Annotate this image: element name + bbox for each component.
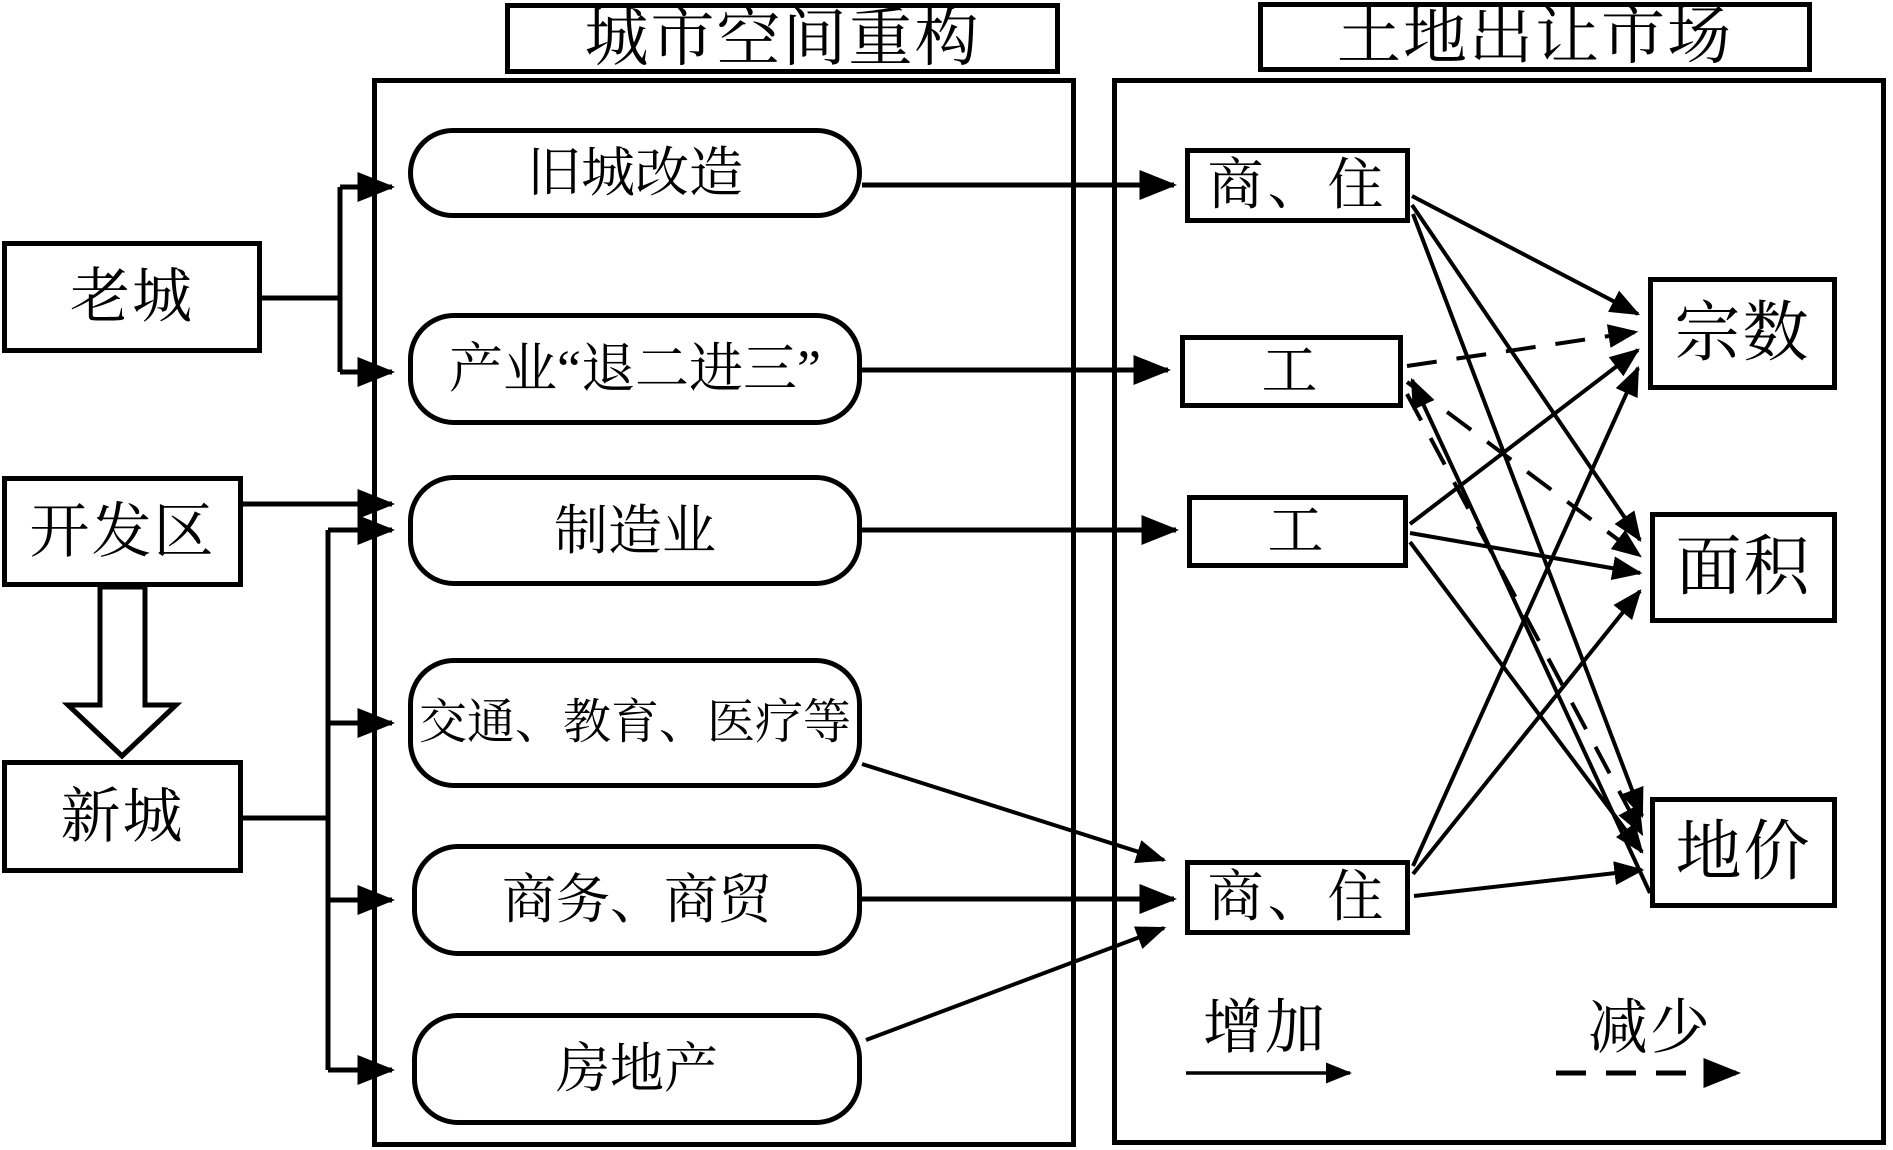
old-city-renovation-box	[408, 128, 862, 218]
land-area-label: 面积	[1675, 530, 1812, 604]
business-trade-box	[412, 844, 862, 956]
commercial-residential-bottom-box	[1185, 860, 1410, 935]
block-arrow-devzone-to-newcity	[68, 587, 176, 756]
right-panel-title	[1258, 2, 1812, 72]
commercial-residential-top-label: 商、住	[1207, 154, 1388, 217]
left-connectors	[243, 187, 392, 1070]
legend-decrease-label	[1575, 996, 1725, 1060]
old-city-box	[2, 241, 262, 353]
business-trade-label: 商务、商贸	[502, 870, 772, 930]
industrial-land-2-box	[1187, 495, 1408, 568]
parcel-count-label: 宗数	[1674, 296, 1811, 370]
middle-panel-title-text: 城市空间重构	[584, 2, 981, 74]
right-panel-title-text: 土地出让市场	[1337, 1, 1733, 72]
legend-increase-label	[1190, 996, 1340, 1060]
real-estate-label: 房地产	[556, 1039, 718, 1099]
land-area-box	[1650, 512, 1837, 623]
legend-decrease-text: 减少	[1588, 995, 1712, 1061]
industry-shift-box	[408, 313, 862, 425]
old-city-renovation-label: 旧城改造	[527, 143, 743, 203]
new-city-box	[2, 760, 243, 873]
parcel-count-box	[1648, 277, 1837, 390]
industrial-land-2-label: 工	[1267, 500, 1328, 563]
new-city-label: 新城	[60, 783, 185, 850]
commercial-residential-top-box	[1185, 148, 1410, 223]
middle-panel-title	[505, 3, 1060, 74]
industrial-land-1-label: 工	[1261, 340, 1322, 403]
old-city-label: 老城	[70, 264, 194, 330]
commercial-residential-bottom-label: 商、住	[1207, 866, 1388, 929]
legend-increase-text: 增加	[1203, 995, 1327, 1061]
industry-shift-label: 产业“退二进三”	[449, 339, 821, 399]
land-price-box	[1650, 797, 1837, 908]
industrial-land-1-box	[1180, 335, 1403, 408]
development-zone-box	[2, 476, 243, 587]
manufacturing-label: 制造业	[554, 500, 716, 561]
manufacturing-box	[408, 475, 862, 586]
transport-education-medical-label: 交通、教育、医疗等	[418, 696, 851, 749]
development-zone-label: 开发区	[29, 498, 216, 565]
urban-restructuring-panel	[372, 78, 1076, 1147]
transport-education-medical-box	[408, 658, 862, 788]
land-price-label: 地价	[1675, 815, 1812, 889]
real-estate-box	[412, 1013, 862, 1125]
